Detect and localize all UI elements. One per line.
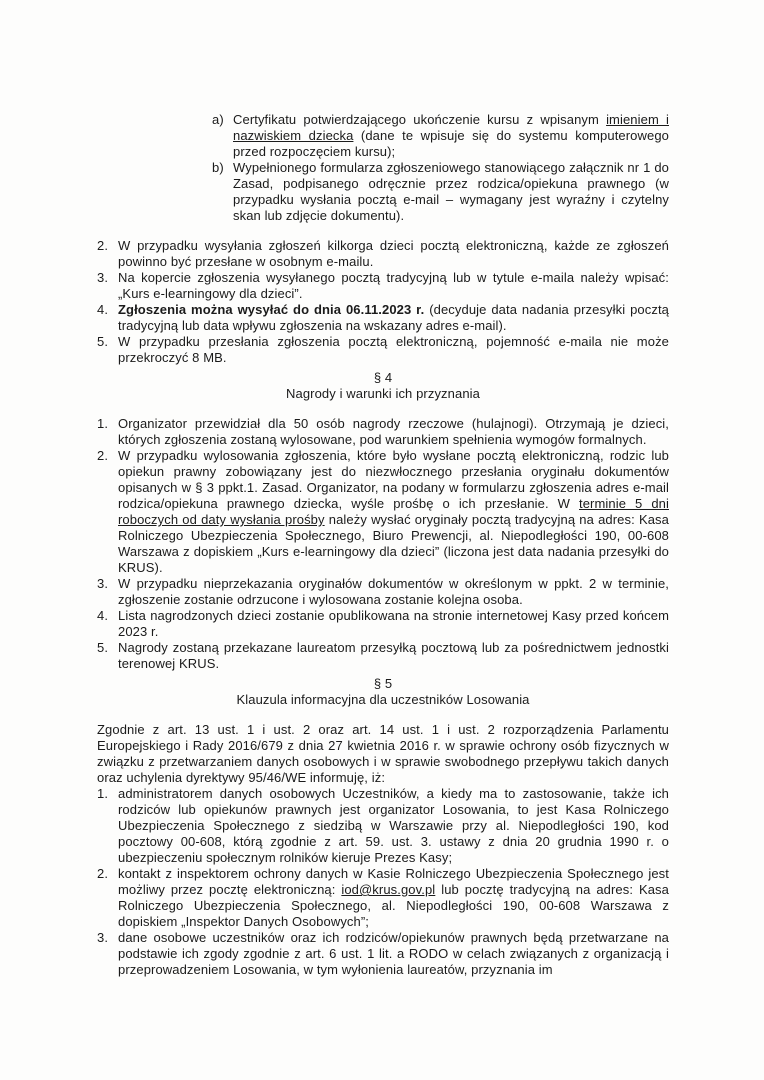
list-item-marker: 3. <box>97 576 109 591</box>
text-segment: W przypadku nieprzekazania oryginałów dokumentów w określonym w ppkt. 2 w terminie, zgłoszenie zostanie odrzucone i wylosowana zostanie kolejna osoba. <box>118 576 669 607</box>
text-segment: imieniem i nazwiskiem dziecka <box>233 112 669 143</box>
list-item-text <box>118 270 669 302</box>
text-segment: należy wysłać oryginały pocztą tradycyjną na adres: Kasa Rolniczego Ubezpieczenia Społecznego, Biuro Prewencji, al. Niepodległości 190, 00-608 Warszawa z dopiskiem „Kurs e-learningowy dla dzieci” (liczona jest data nadania przesyłki do KRUS). <box>118 512 669 575</box>
list-item-text <box>118 416 669 448</box>
list-item-text <box>118 866 669 930</box>
text-segment: Zgłoszenia można wysyłać do dnia 06.11.2023 r. <box>118 302 425 317</box>
text-segment: W przypadku wysyłania zgłoszeń kilkorga dzieci pocztą elektroniczną, każde ze zgłoszeń powinno być przesłane w osobnym e-mailu. <box>118 238 669 269</box>
list-item <box>97 866 669 930</box>
text-segment: terminie 5 dni roboczych od daty wysłania prośby <box>118 496 669 527</box>
list-item <box>97 448 669 576</box>
list-item <box>97 640 669 672</box>
list-item-marker: a) <box>212 112 224 127</box>
list-item-marker: b) <box>212 160 224 175</box>
certificate-attachments-list <box>97 112 669 224</box>
list-item <box>212 112 669 160</box>
list-item <box>97 608 669 640</box>
document-content <box>97 112 669 978</box>
section4-heading <box>97 370 669 402</box>
section4-symbol: § 4 <box>373 370 393 385</box>
list-item <box>212 160 669 224</box>
list-item-marker: 2. <box>97 866 109 881</box>
list-item-text <box>118 448 669 576</box>
list-item-text <box>118 930 669 978</box>
list-item <box>97 270 669 302</box>
section5-title: Klauzula informacyjna dla uczestników Losowania <box>236 692 530 707</box>
text-segment: (decyduje data nadania przesyłki pocztą tradycyjną lub data wpływu zgłoszenia na wskazany adres e-mail). <box>118 302 669 333</box>
list-item-text <box>118 786 669 866</box>
text-segment: dane osobowe uczestników oraz ich rodziców/opiekunów prawnych będą przetwarzane na podstawie ich zgody zgodnie z art. 6 ust. 1 lit. a RODO w celach związanych z organizacją i przeprowadzeniem Losowania, w tym wyłonienia laureatów, przyznania im <box>118 930 669 977</box>
text-segment: Na kopercie zgłoszenia wysyłanego pocztą tradycyjną lub w tytule e-maila należy wpisać: „Kurs e-learningowy dla dzieci”. <box>118 270 669 301</box>
rodo-intro-paragraph: Zgodnie z art. 13 ust. 1 i ust. 2 oraz art. 14 ust. 1 i ust. 2 rozporządzenia Parlamentu Europejskiego i Rady 2016/679 z dnia 27 kwietnia 2016 r. w sprawie ochrony osób fizycznych w związku z przetwarzaniem danych osobowych i w sprawie swobodnego przepływu takich danych oraz uchylenia dyrektywy 95/46/WE informuję, iż: <box>97 722 669 785</box>
list-item-text <box>118 640 669 672</box>
information-clause-list <box>97 786 669 978</box>
list-item <box>97 302 669 334</box>
list-item-text <box>118 608 669 640</box>
awards-rules-list <box>97 416 669 672</box>
list-item-text <box>118 302 669 334</box>
list-item <box>97 238 669 270</box>
list-item <box>97 786 669 866</box>
list-item-marker: 4. <box>97 608 109 623</box>
section4-title: Nagrody i warunki ich przyznania <box>286 386 480 401</box>
text-segment: Wypełnionego formularza zgłoszeniowego stanowiącego załącznik nr 1 do Zasad, podpisanego odręcznie przez rodzica/opiekuna prawnego (w przypadku wysłania pocztą e-mail – wymagany jest wyraźny i czytelny skan lub zdjęcie dokumentu). <box>233 160 669 223</box>
text-segment: (dane te wpisuje się do systemu komputerowego przed rozpoczęciem kursu); <box>233 128 669 159</box>
list-item-marker: 5. <box>97 640 109 655</box>
list-item-text <box>118 334 669 366</box>
list-item-marker: 1. <box>97 416 109 431</box>
list-item-text <box>233 160 669 224</box>
list-item <box>97 930 669 978</box>
section5-heading <box>97 676 669 708</box>
submission-rules-list <box>97 238 669 366</box>
list-item <box>97 416 669 448</box>
text-segment: administratorem danych osobowych Uczestników, a kiedy ma to zastosowanie, także ich rodziców lub opiekunów prawnych jest organizator Losowania, to jest Kasa Rolniczego Ubezpieczenia Społecznego z siedzibą w Warszawie przy al. Niepodległości 190, kod pocztowy 00-608, którą zgodnie z art. 59. ust. 3. ustawy z dnia 20 grudnia 1990 r. o ubezpieczeniu społecznym rolników kieruje Prezes Kasy; <box>118 786 669 865</box>
text-segment: Nagrody zostaną przekazane laureatom przesyłką pocztową lub za pośrednictwem jednostki terenowej KRUS. <box>118 640 669 671</box>
section5-symbol: § 5 <box>373 676 393 691</box>
text-segment: Certyfikatu potwierdzającego ukończenie kursu z wpisanym <box>233 112 607 127</box>
list-item-text <box>118 576 669 608</box>
list-item <box>97 576 669 608</box>
list-item-marker: 2. <box>97 448 109 463</box>
list-item-text <box>233 112 669 160</box>
text-segment: Lista nagrodzonych dzieci zostanie opublikowana na stronie internetowej Kasy przed końcem 2023 r. <box>118 608 669 639</box>
text-segment: kontakt z inspektorem ochrony danych w Kasie Rolniczego Ubezpieczenia Społecznego jest możliwy przez pocztę elektroniczną: <box>118 866 669 897</box>
text-segment: W przypadku przesłania zgłoszenia pocztą elektroniczną, pojemność e-maila nie może przekroczyć 8 MB. <box>118 334 669 365</box>
list-item-marker: 5. <box>97 334 109 349</box>
list-item-marker: 3. <box>97 270 109 285</box>
list-item <box>97 334 669 366</box>
list-item-marker: 1. <box>97 786 109 801</box>
text-segment: W przypadku wylosowania zgłoszenia, które było wysłane pocztą elektroniczną, rodzic lub opiekun prawny zobowiązany jest do niezwłocznego przesłania oryginału dokumentów opisanych w § 3 ppkt.1. Zasad. Organizator, na podany w formularzu zgłoszenia adres e-mail rodzica/opiekuna prawnego dziecka, wyśle prośbę o ich przesłanie. W <box>118 448 669 511</box>
email-link: iod@krus.gov.pl <box>341 882 436 897</box>
list-item-marker: 3. <box>97 930 109 945</box>
text-segment: Organizator przewidział dla 50 osób nagrody rzeczowe (hulajnogi). Otrzymają je dzieci, których zgłoszenia zostaną wylosowane, pod warunkiem spełnienia wymogów formalnych. <box>118 416 669 447</box>
list-item-marker: 4. <box>97 302 109 317</box>
list-item-marker: 2. <box>97 238 109 253</box>
text-segment: lub pocztę tradycyjną na adres: Kasa Rolniczego Ubezpieczenia Społecznego, al. Niepodległości 190, 00-608 Warszawa z dopiskiem „Inspektor Danych Osobowych”; <box>118 882 669 929</box>
list-item-text <box>118 238 669 270</box>
